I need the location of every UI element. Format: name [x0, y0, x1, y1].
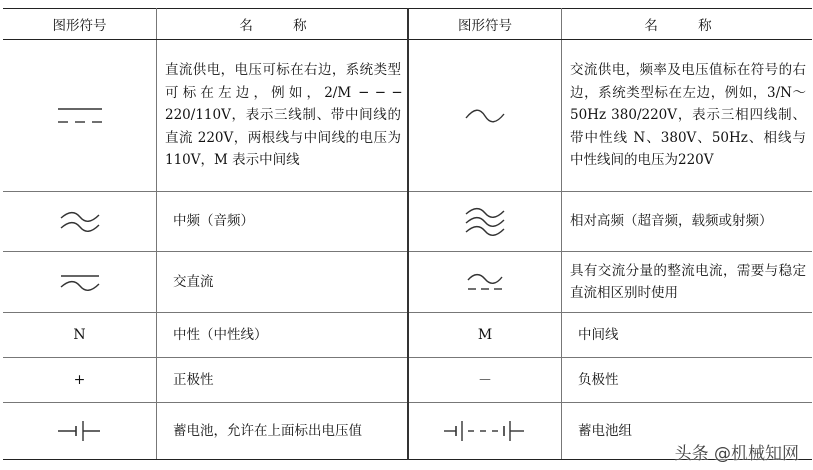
header-symbol-left: 图形符号 [3, 9, 157, 40]
table-header-row [3, 9, 812, 40]
name-cell: 正极性 [157, 358, 409, 403]
symbol-cell [3, 192, 157, 252]
name-cell: 直流供电，电压可标在右边，系统类型可标在左边，例如，2/M ─ ─ ─ 220/110V，表示三线制、带中间线的直流 220V，两根线与中间线的电压为110V，M 表示中间线 [157, 40, 409, 192]
symbol-cell [3, 403, 157, 460]
header-symbol-right: 图形符号 [408, 9, 562, 40]
negative-symbol: － [408, 358, 562, 403]
header-name-right: 名 称 [562, 9, 813, 40]
name-cell: 中间线 [562, 313, 813, 358]
high-frequency-icon [460, 206, 510, 238]
name-cell: 具有交流分量的整流电流，需要与稳定直流相区别时使用 [562, 252, 813, 313]
table-row [3, 192, 812, 252]
symbol-cell [408, 252, 562, 313]
name-cell: 交流供电，频率及电压值标在符号的右边，系统类型标在左边，例如，3/N～50Hz 380/220V，表示三相四线制、带中性线 N、380V、50Hz、相线与中性线间的电压为220V [562, 40, 813, 192]
symbol-cell [408, 40, 562, 192]
table-row [3, 40, 812, 192]
name-cell: 负极性 [562, 358, 813, 403]
symbol-cell [3, 252, 157, 313]
name-cell: 中频（音频） [157, 192, 409, 252]
medium-frequency-icon [55, 209, 105, 235]
ac-dc-icon [55, 270, 105, 294]
header-name-left: 名 称 [157, 9, 409, 40]
name-cell: 中性（中性线） [157, 313, 409, 358]
table-row [3, 313, 812, 358]
name-cell: 蓄电池组 [562, 403, 813, 460]
symbol-cell [3, 40, 157, 192]
symbol-cell [408, 192, 562, 252]
ac-wave-icon [460, 106, 510, 126]
dc-line-icon [50, 104, 110, 128]
watermark: 头条 @机械知网 [674, 444, 799, 464]
battery-pack-icon [440, 419, 530, 443]
table-row [3, 252, 812, 313]
name-cell: 蓄电池，允许在上面标出电压值 [157, 403, 409, 460]
positive-symbol: + [3, 358, 157, 403]
symbol-cell [408, 403, 562, 460]
name-cell: 相对高频（超音频，载频或射频） [562, 192, 813, 252]
table-row [3, 358, 812, 403]
neutral-symbol: N [3, 313, 157, 358]
middle-line-symbol: M [408, 313, 562, 358]
symbol-table [3, 8, 812, 460]
name-cell: 交直流 [157, 252, 409, 313]
rectified-current-icon [460, 270, 510, 294]
battery-icon [50, 419, 110, 443]
